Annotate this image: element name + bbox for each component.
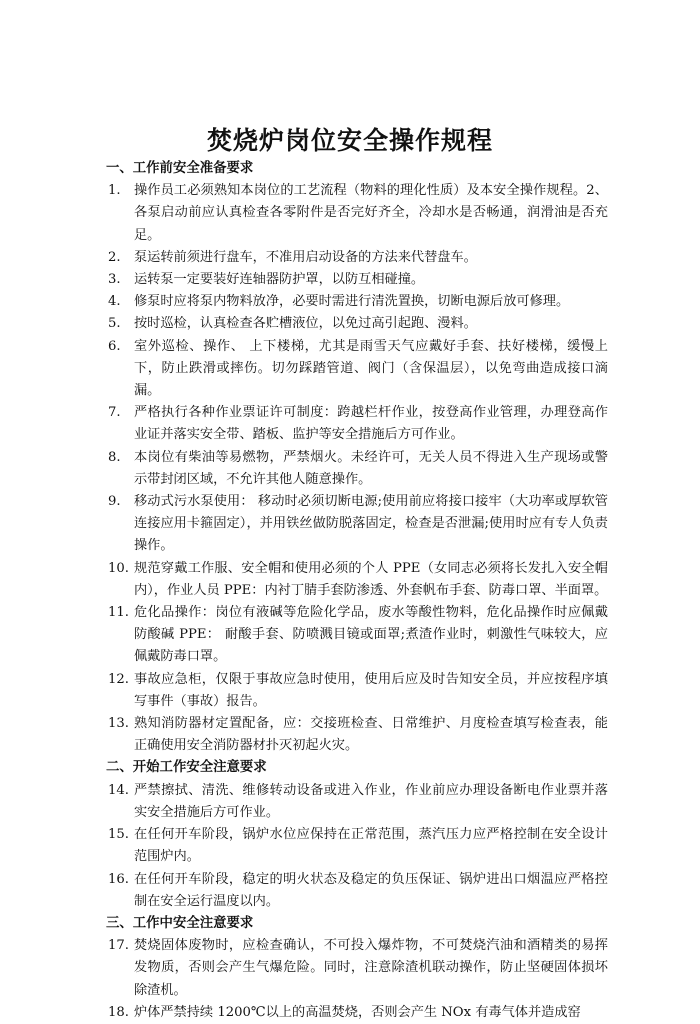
item-number: 13. xyxy=(108,716,129,732)
item-text: 事故应急柜，仅限于事故应急时使用，使用后应及时告知安全员，并应按程序填写事件（事故）报告。 xyxy=(134,671,608,709)
item-number: 17. xyxy=(108,938,129,954)
item-number: 4. xyxy=(108,294,121,310)
item-text: 泵运转前须进行盘车，不准用启动设备的方法来代替盘车。 xyxy=(134,249,477,265)
document-body xyxy=(108,158,608,1024)
item-number: 1. xyxy=(108,183,121,199)
item-text: 规范穿戴工作服、安全帽和使用必须的个人 PPE（女同志必须将长发扎入安全帽内），作业人员 PPE：内衬丁腈手套防渗透、外套帆布手套、防毒口罩、半面罩。 xyxy=(134,560,608,598)
item-number: 5. xyxy=(108,316,121,332)
item-number: 16. xyxy=(108,871,129,887)
list-item xyxy=(108,558,608,602)
item-text: 在任何开车阶段，锅炉水位应保持在正常范围，蒸汽压力应严格控制在安全设计范围炉内。 xyxy=(134,827,608,865)
list-item xyxy=(108,402,608,446)
list-item xyxy=(108,313,608,335)
list-item xyxy=(108,824,608,868)
item-text: 在任何开车阶段，稳定的明火状态及稳定的负压保证、锅炉进出口烟温应严格控制在安全运行温度以内。 xyxy=(134,871,608,909)
item-number: 3. xyxy=(108,272,121,288)
item-text: 危化品操作：岗位有液碱等危险化学品，废水等酸性物料，危化品操作时应佩戴防酸碱 PPE： 耐酸手套、防喷溅目镜或面罩;煮渣作业时，刺激性气味较大，应佩戴防毒口罩。 xyxy=(134,605,608,665)
section-heading: 三、工作中安全注意要求 xyxy=(106,915,254,931)
section-heading: 二、开始工作安全注意要求 xyxy=(106,760,267,776)
item-number: 14. xyxy=(108,782,129,798)
item-text: 按时巡检，认真检查各贮槽液位，以免过高引起跑、漫料。 xyxy=(134,316,477,332)
item-number: 15. xyxy=(108,827,129,843)
item-number: 10. xyxy=(108,560,129,576)
item-number: 11. xyxy=(108,605,129,621)
list-item xyxy=(108,935,608,1002)
page-title: 焚烧炉岗位安全操作规程 xyxy=(206,126,493,155)
item-text: 炉体严禁持续 1200℃以上的高温焚烧，否则会产生 NOx 有毒气体并造成窑 xyxy=(134,1004,581,1020)
list-item xyxy=(108,291,608,313)
item-number: 8. xyxy=(108,449,121,465)
section-heading: 一、工作前安全准备要求 xyxy=(106,161,254,176)
item-text: 室外巡检、操作、 上下楼梯，尤其是雨雪天气应戴好手套、扶好楼梯，缓慢上下，防止跌滑或摔伤。切勿踩踏管道、阀门（含保温层），以免弯曲造成接口滴漏。 xyxy=(134,338,608,399)
list-item xyxy=(108,602,608,669)
item-number: 6. xyxy=(108,338,121,354)
item-text: 修泵时应将泵内物料放净，必要时需进行清洗置换，切断电源后放可修理。 xyxy=(134,294,570,310)
item-text: 焚烧固体废物时，应检查确认，不可投入爆炸物，不可焚烧汽油和酒精类的易挥发物质，否则会产生气爆危险。同时，注意除渣机联动操作，防止坚硬固体损坏除渣机。 xyxy=(134,938,608,998)
item-text: 严禁擦拭、清洗、维修转动设备或进入作业，作业前应办理设备断电作业票并落实安全措施后方可作业。 xyxy=(134,782,608,820)
item-text: 运转泵一定要装好连轴器防护罩，以防互相碰撞。 xyxy=(134,272,425,288)
item-number: 7. xyxy=(108,405,121,421)
list-item xyxy=(108,491,608,558)
item-text: 严格执行各种作业票证许可制度：跨越栏杆作业，按登高作业管理，办理登高作业证并落实安全带、踏板、监护等安全措施后方可作业。 xyxy=(134,405,608,443)
list-item xyxy=(108,447,608,491)
item-text: 熟知消防器材定置配备，应：交接班检查、日常维护、月度检查填写检查表，能正确使用安全消防器材扑灭初起火灾。 xyxy=(134,716,608,754)
item-number: 12. xyxy=(108,671,129,687)
item-text: 移动式污水泵使用： 移动时必须切断电源;使用前应将接口接牢（大功率或厚软管连接应用卡箍固定），并用铁丝做防脱落固定，检查是否泄漏;使用时应有专人负责操作。 xyxy=(134,494,608,554)
list-item xyxy=(108,336,608,403)
item-number: 9. xyxy=(108,494,121,510)
list-item xyxy=(108,269,608,291)
item-number: 2. xyxy=(108,249,121,265)
list-item xyxy=(108,669,608,713)
item-number: 18. xyxy=(108,1004,129,1020)
item-text: 本岗位有柴油等易燃物，严禁烟火。未经许可，无关人员不得进入生产现场或警示带封闭区域，不允许其他人随意操作。 xyxy=(134,449,608,487)
item-text: 操作员工必须熟知本岗位的工艺流程（物料的理化性质）及本安全操作规程。2、各泵启动前应认真检查各零附件是否完好齐全，冷却水是否畅通，润滑油是否充足。 xyxy=(134,183,608,243)
list-item xyxy=(108,180,608,247)
list-item xyxy=(108,247,608,269)
list-item xyxy=(108,1002,608,1024)
list-item xyxy=(108,869,608,913)
list-item xyxy=(108,713,608,757)
list-item xyxy=(108,780,608,824)
